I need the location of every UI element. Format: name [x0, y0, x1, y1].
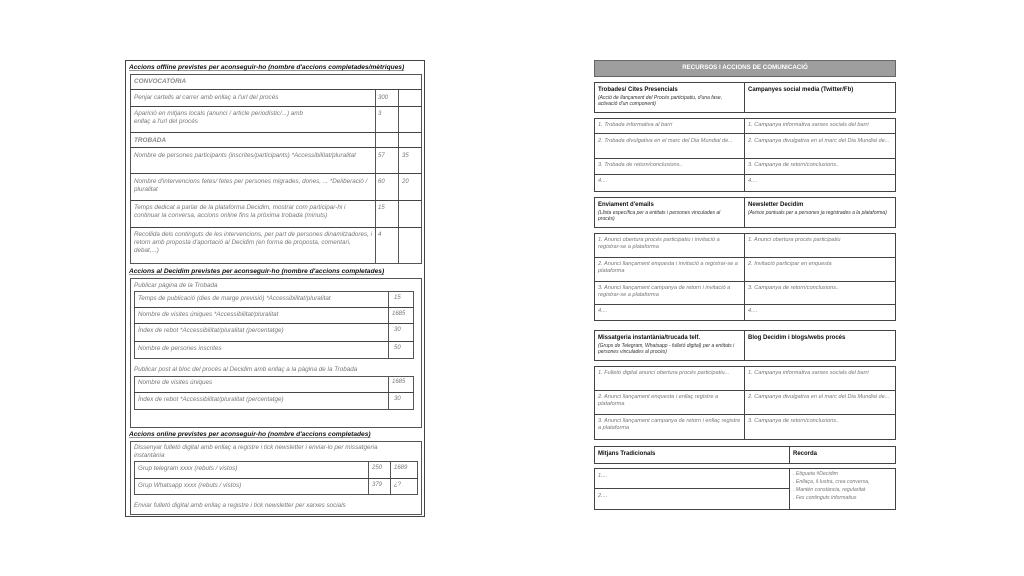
row-blog-visits-value: 1685: [392, 379, 406, 385]
row-divider: [134, 341, 414, 342]
row-divider: [134, 478, 418, 479]
remember-heading: Recorda: [793, 451, 818, 457]
offline-actions-heading: Accions offline previstes per aconseguir-ho (nombre d'accions completades/mètriques): [129, 64, 405, 71]
row-interventions: Nombre d'intervencions fetes/ fetes per persones migrades, dones, ... *Deliberació / pluralitat: [134, 178, 368, 193]
remember-item-3: . Mantén constància, regularitat: [793, 487, 866, 493]
row-telegram-value-2: 1689: [394, 465, 408, 471]
meeting-item-4: 4....: [598, 178, 608, 184]
row-divider: [134, 392, 414, 393]
row-posters-value: 300: [378, 95, 389, 101]
row-divider: [130, 173, 422, 174]
messaging-item-1: 1. Fulletó digital anunci obertura procés participatiu...: [598, 370, 730, 376]
remember-item-1: . Etiqueta #Decidim: [793, 471, 838, 477]
newsletter-heading: Newsletter Decidim: [748, 202, 804, 208]
section-trobada: TROBADA: [134, 137, 166, 144]
row-divider: [130, 227, 422, 228]
newsletter-subtitle: (Avisos puntuals per a persones ja registrades a la plataforma): [748, 210, 887, 216]
meeting-item-3: 3. Trobada de retorn/conclusions..: [598, 162, 683, 168]
col-divider: [388, 291, 389, 359]
row-divider: [594, 414, 896, 415]
col-divider: [388, 376, 389, 410]
row-participants-value: 57: [378, 153, 385, 159]
messaging-item-2: 2. Anunci llançament enquesta i enllaç registre a plataforma: [598, 394, 719, 407]
row-bounce-rate-value: 30: [394, 327, 401, 333]
row-digital-flyer: Dissenyar fulletó digital amb enllaç a registre i tick newsletter i enviar-lo per missatgeria instantània: [134, 444, 378, 459]
newsletter-item-1: 1. Anunci obertura procés participatiu: [748, 237, 841, 243]
col-divider: [398, 90, 399, 264]
row-divider: [130, 200, 422, 201]
row-interventions-value-2: 20: [402, 179, 409, 185]
row-divider: [130, 132, 422, 133]
row-unique-visits-value: 1685: [392, 311, 406, 317]
row-whatsapp-value-2: ¿?: [394, 482, 402, 488]
col-divider: [744, 82, 745, 113]
traditional-item-1: 1....: [598, 473, 608, 479]
traditional-item-2: 2....: [598, 493, 608, 499]
col-divider: [789, 446, 790, 464]
meetings-heading: Trobades/ Cites Presencials: [598, 87, 678, 93]
row-divider: [594, 158, 896, 159]
meetings-subtitle: (Acció de llançament del Procés participatiu, d'una fase, activació d'un component): [598, 95, 723, 107]
traditional-media-heading: Mitjans Tradicionals: [598, 451, 656, 457]
blog-item-1: 1. Campanya informativa xarxes socials del barri: [748, 370, 869, 376]
row-publish-time: Temps de publicació (dies de marge previsió) *Accessibilitat/pluralitat: [138, 295, 331, 302]
row-publish-time-value: 15: [394, 295, 401, 301]
section-convocatoria: CONVOCATÒRIA: [134, 78, 187, 85]
decidim-actions-heading: Accions al Decidim previstes per aconseguir-ho (nombre d'accions completades): [129, 268, 385, 275]
newsletter-item-4: 4....: [748, 308, 758, 314]
emails-heading: Enviament d'emails: [598, 202, 654, 208]
social-item-3: 3. Campanya de retorn/conclusions..: [748, 162, 840, 168]
row-local-media-value: 3: [378, 111, 382, 117]
row-unique-visits: Nombre de visites úniques *Accessibilitat/pluralitat: [138, 311, 279, 318]
remember-item-4: . Fes continguts informatius: [793, 495, 857, 501]
email-item-3: 3. Anunci llançament campanya de retorn i invitació a registrar-se a plataforma: [598, 285, 731, 298]
row-divider: [594, 133, 896, 134]
row-divider: [134, 323, 414, 324]
row-divider: [130, 106, 422, 107]
right-document: [594, 60, 898, 512]
col-divider: [375, 90, 376, 264]
col-divider: [744, 330, 745, 361]
row-telegram: Grup telegram xxxx (rebuts / vistos): [138, 465, 238, 472]
row-blog-bounce: Índex de rebot *Accessibilitat/pluralitat (percentatge): [138, 396, 284, 403]
row-divider: [594, 304, 896, 305]
newsletter-item-2: 2. Invitació participar en enquesta: [748, 261, 832, 267]
col-divider: [789, 468, 790, 510]
messaging-item-3: 3. Anunci llançament campanya de retorn i enllaç registre a plataforma: [598, 418, 741, 431]
row-telegram-value: 250: [372, 465, 383, 471]
group-blog-post: Publicar post al bloc del procés al Decidim amb enllaç a la pàgina de la Trobada: [134, 366, 358, 373]
col-divider: [744, 366, 745, 440]
newsletter-item-3: 3. Campanya de retorn/conclusions..: [748, 285, 840, 291]
row-divider: [594, 488, 789, 489]
social-item-1: 1. Campanya informativa xarxes socials del barri: [748, 122, 869, 128]
resources-title: RECURSOS I ACCIONS DE COMUNICACIÓ: [594, 60, 896, 77]
row-divider: [134, 307, 414, 308]
col-divider: [744, 118, 745, 192]
row-blog-bounce-value: 30: [394, 396, 401, 402]
row-social-flyer: Enviar fulletó digital amb enllaç a registre i tick newsletter per xarxes socials: [134, 502, 346, 509]
social-item-2: 2. Campanya divulgativa en el marc del Dia Mundial de...: [748, 138, 890, 144]
meeting-item-1: 1. Trobada informativa al barri: [598, 122, 673, 128]
group-publish-page: Publicar pàgina de la Trobada: [134, 282, 218, 289]
row-decidim-time-value: 15: [378, 205, 385, 211]
row-local-media: Aparició en mitjans locals (anunci / article periodístic/...) amb enllaç a l'url del procés: [134, 110, 304, 125]
row-participants-value-2: 35: [402, 153, 409, 159]
row-divider: [130, 89, 422, 90]
row-registered: Nombre de persones inscrites: [138, 345, 222, 352]
blog-item-3: 3. Campanya de retorn/conclusions..: [748, 418, 840, 424]
social-item-4: 4....: [748, 178, 758, 184]
messaging-heading: Missatgeria instantània/trucada telf.: [598, 335, 701, 341]
row-posters: Penjar cartells al carrer amb enllaç a l'url del procés: [134, 94, 279, 101]
col-divider: [744, 233, 745, 321]
row-divider: [594, 281, 896, 282]
row-decidim-time: Temps dedicat a parlar de la plataforma Decidim, mostrar com participar-hi i continuar la conversa, accions online fins la pròxima trobada (minuts): [134, 204, 346, 219]
row-content-collection: Recollida dels continguts de les intervencions, per part de persones dinamitzadores, i retorn amb proposta d'aportació al Decidim (en forma de proposta, comentari, debat,...): [134, 231, 373, 254]
row-divider: [130, 147, 422, 148]
remember-item-2: . Enllaça, il·lustra, crea conversa,: [793, 479, 870, 485]
row-content-collection-value: 4: [378, 232, 382, 238]
row-whatsapp: Grup Whatsapp xxxx (rebuts / vistos): [138, 482, 242, 489]
blog-heading: Blog Decidim i blogs/webs procés: [748, 335, 846, 341]
messaging-subtitle: (Grups de Telegram, Whatsapp - fulletó digital) per a entitats i persones vinculades al procés): [598, 343, 735, 355]
row-whatsapp-value: 379: [372, 482, 383, 488]
social-media-heading: Campanyes social media (Twitter/Fb): [748, 87, 854, 93]
row-divider: [594, 257, 896, 258]
online-actions-heading: Accions online previstes per aconseguir-ho (nombre d'accions completades): [129, 431, 371, 438]
blog-item-2: 2. Campanya divulgativa en el marc del Dia Mundial de...: [748, 394, 890, 400]
email-item-4: 4....: [598, 308, 608, 314]
left-document: [125, 60, 425, 517]
row-registered-value: 50: [394, 345, 401, 351]
email-item-1: 1. Anunci obertura procés participatiu i invitació a registrar-se a plataforma: [598, 237, 720, 250]
row-divider: [594, 174, 896, 175]
row-blog-visits: Nombre de visites úniques: [138, 379, 213, 386]
row-bounce-rate: Índex de rebot *Accessibilitat/pluralitat (percentatge): [138, 327, 284, 334]
row-divider: [594, 390, 896, 391]
email-item-2: 2. Anunci llançament enquesta i invitació a registrar-se a plataforma: [598, 261, 738, 274]
meeting-item-2: 2. Trobada divulgativa en el marc del Dia Mundial de...: [598, 138, 733, 144]
emails-subtitle: (Llista específica per a entitats i persones vinculades al procés): [598, 210, 721, 222]
col-divider: [744, 197, 745, 228]
row-participants: Nombre de persones participants (inscrites/participants) *Accessibilitat/pluralitat: [134, 152, 356, 159]
row-interventions-value: 60: [378, 179, 385, 185]
